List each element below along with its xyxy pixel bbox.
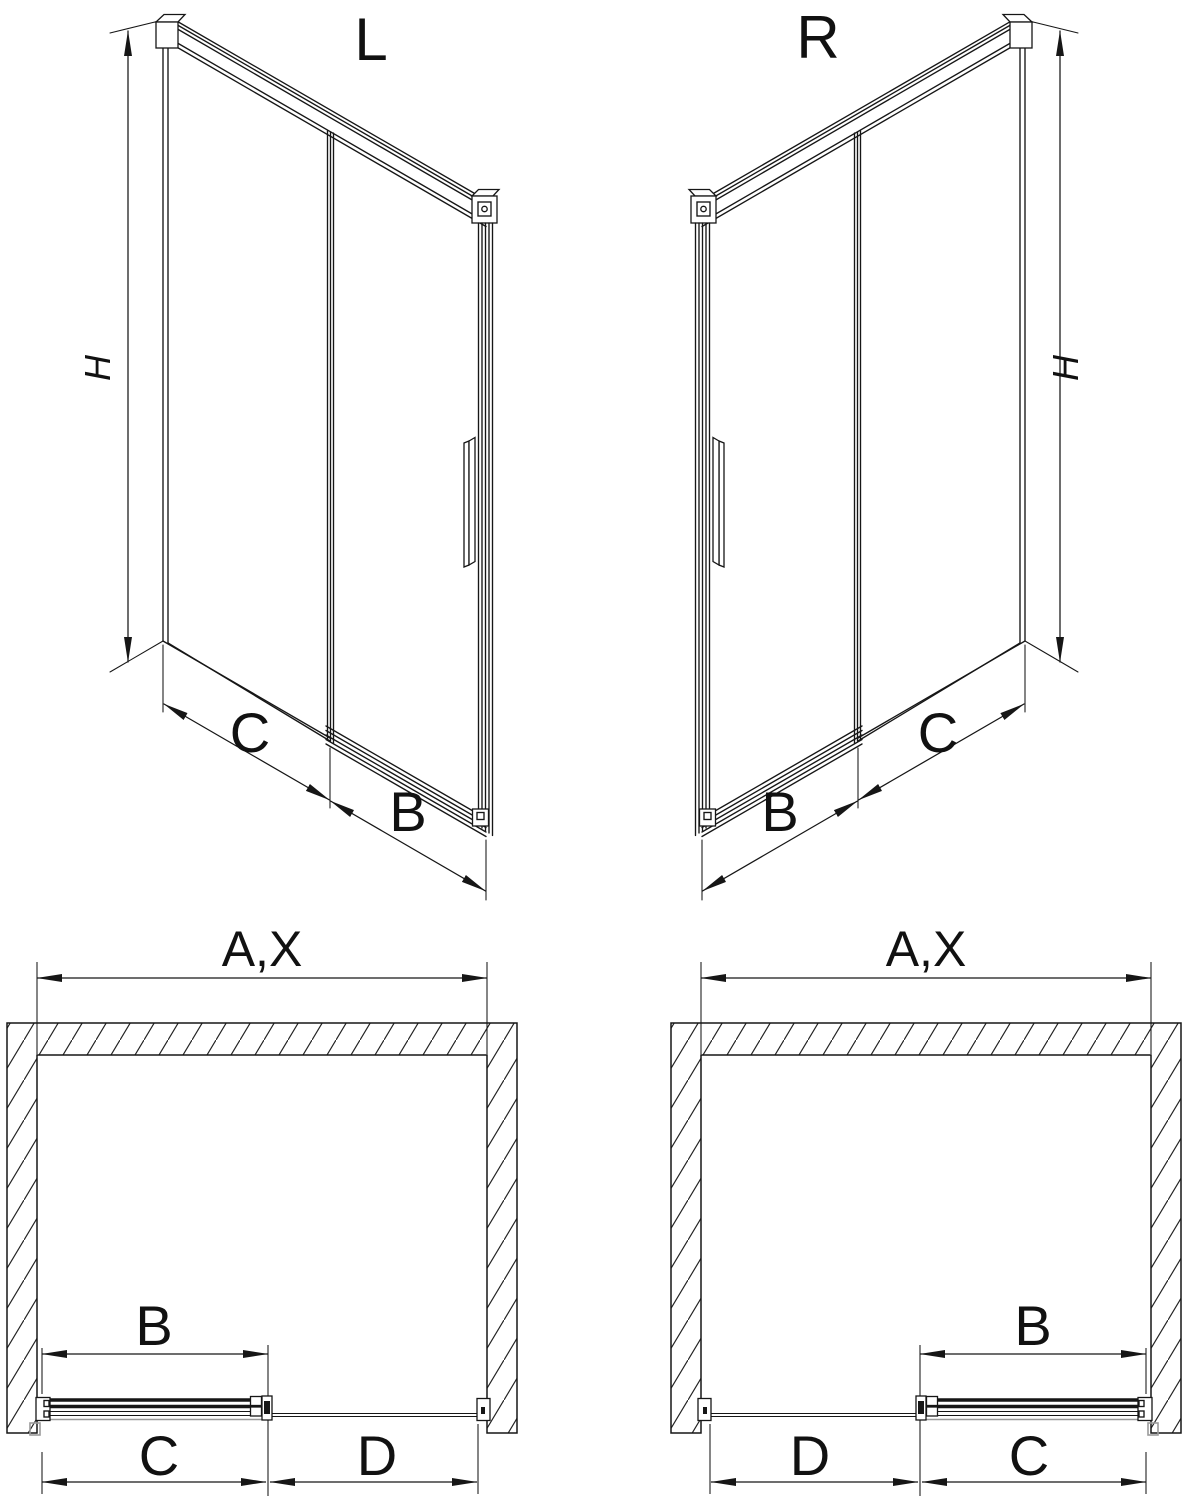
plan-right-door-width-label: B [1014,1294,1052,1357]
bottom-rail-foot [473,809,489,826]
zone-dimensions [42,1424,478,1494]
plan-left-right-zone-label: D [356,1424,398,1487]
height-label-right: H [1045,355,1086,381]
plan-walls-right [671,1023,1181,1433]
iso-left-fixed-width-label: C [229,701,271,764]
fixed-glass-panel [163,47,330,741]
door-outer-stile [479,223,493,836]
wall-bracket-door-side [36,1398,50,1421]
iso-view-left [110,15,499,901]
door-leading-edge [328,131,334,743]
plan-right-left-zone-label: D [789,1424,831,1487]
plan-walls-left [7,1023,517,1433]
height-label-left: H [77,355,118,381]
iso-left-door-width-label: B [389,780,427,843]
sliding-door-section [37,1400,272,1420]
wall-profile-fixed-side [477,1399,490,1421]
plan-left-left-zone-label: C [138,1424,180,1487]
fixed-panel-section [272,1414,478,1417]
plan-left-door-width-label: B [135,1294,173,1357]
iso-left-variant-label: L [354,6,388,73]
iso-right-door-width-label: B [761,780,799,843]
door-handle [464,438,475,568]
rail-wall-endcap [156,15,185,23]
iso-right-variant-label: R [796,4,840,71]
plan-left-opening-label: A,X [221,921,303,977]
centre-guide-hardware [251,1396,273,1420]
plan-right-right-zone-label: C [1008,1424,1050,1487]
iso-right-fixed-width-label: C [917,701,959,764]
iso-view-right [689,15,1078,901]
rail-outer-endcap [472,190,499,197]
plan-right-opening-label: A,X [885,921,967,977]
height-dimension [110,20,163,672]
